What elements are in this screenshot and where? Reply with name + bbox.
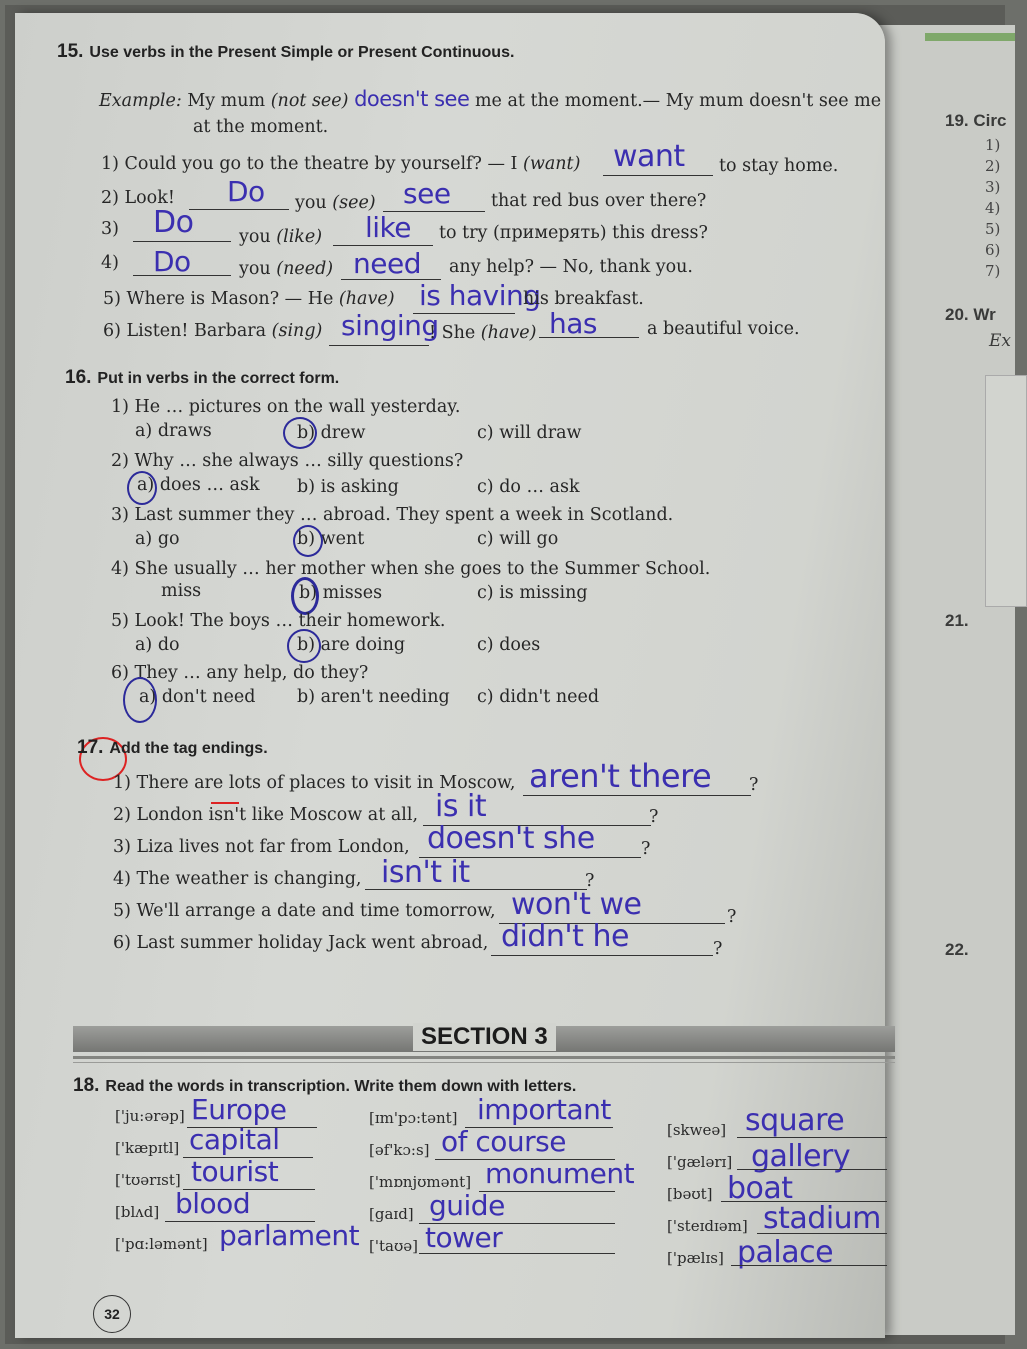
handwritten-answer: is it — [435, 789, 487, 824]
ex16-heading — [65, 367, 339, 389]
handwritten-answer: didn't he — [501, 919, 629, 954]
transcription: ['gælərɪ] — [667, 1153, 733, 1171]
handwritten-answer: want — [613, 139, 685, 174]
answer-line — [523, 795, 751, 796]
handwritten-answer: isn't it — [381, 855, 470, 890]
handwritten-answer: aren't there — [529, 757, 712, 795]
question-mark: ? — [641, 839, 651, 859]
question-mark: ? — [585, 871, 595, 891]
item-text-post: his breakfast. — [523, 289, 644, 309]
item-text: you — [239, 259, 271, 279]
option-b: b) drew — [297, 423, 366, 443]
section-title: SECTION 3 — [413, 1023, 556, 1051]
handwritten-answer: gallery — [751, 1139, 851, 1174]
handwritten-answer: of course — [441, 1125, 566, 1158]
ex16-number: 16. — [65, 367, 92, 388]
green-tab — [925, 33, 1015, 41]
option-a: miss — [161, 581, 202, 601]
handwritten-answer: important — [477, 1093, 611, 1126]
item-verb: (like) — [276, 227, 323, 247]
ex15-example — [99, 87, 881, 111]
handwritten-answer: has — [549, 307, 597, 340]
facing-item: 7) — [985, 262, 1001, 280]
option-c: c) will go — [477, 529, 559, 549]
handwritten-answer: monument — [485, 1157, 635, 1190]
answer-line — [329, 345, 429, 346]
option-a: a) draws — [135, 421, 212, 441]
answer-line — [133, 241, 231, 242]
ex15-item-6 — [103, 321, 322, 341]
example-answer: doesn't see — [354, 87, 470, 111]
item-mid — [295, 193, 376, 213]
option-c: c) do … ask — [477, 477, 580, 497]
ex16-question: 6) They … any help, do they? — [111, 663, 369, 683]
facing-item: 4) — [985, 199, 1001, 217]
option-a: a) don't need — [139, 687, 256, 707]
handwritten-answer: Do — [153, 245, 191, 278]
example-text-a: My mum — [187, 91, 266, 111]
handwritten-answer: Europe — [191, 1093, 287, 1126]
item-text-post: any help? — No, thank you. — [449, 257, 693, 277]
question-mark: ? — [713, 939, 723, 959]
option-c: c) didn't need — [477, 687, 600, 707]
answer-line — [189, 209, 289, 210]
ex16-title: Put in verbs in the correct form. — [97, 370, 340, 387]
transcription: [skweə] — [667, 1121, 727, 1139]
option-b: b) misses — [299, 583, 383, 603]
ex17-heading — [77, 737, 268, 759]
option-a: a) go — [135, 529, 180, 549]
item-verb: (have) — [338, 289, 395, 309]
handwritten-answer: need — [353, 247, 421, 280]
answer-line — [737, 1137, 887, 1138]
question-mark: ? — [649, 807, 659, 827]
transcription: [bəʊt] — [667, 1185, 713, 1203]
option-b: b) is asking — [297, 477, 399, 497]
ex17-question: 1) There are lots of places to visit in Moscow, — [113, 773, 516, 793]
example-label: Example: — [99, 91, 182, 111]
workbook-page — [15, 13, 885, 1338]
ex17-question: 5) We'll arrange a date and time tomorrow, — [113, 901, 496, 921]
handwritten-answer: Do — [153, 205, 194, 240]
facing-ex20-sub: Ex — [989, 331, 1011, 351]
ex16-question: 1) He … pictures on the wall yesterday. — [111, 397, 461, 417]
transcription: ['kæpɪtl] — [115, 1139, 180, 1157]
answer-circle — [293, 525, 323, 557]
facing-page — [875, 25, 1015, 1335]
item-text: you — [295, 193, 327, 213]
question-mark: ? — [727, 907, 737, 927]
item-mid — [239, 259, 333, 279]
handwritten-answer: tourist — [191, 1155, 279, 1188]
option-c: c) is missing — [477, 583, 588, 603]
item-text: ! She — [429, 323, 476, 343]
option-b: b) went — [297, 529, 365, 549]
handwritten-answer: square — [745, 1103, 845, 1138]
item-verb: (want) — [523, 154, 581, 174]
transcription: ['pɑ:ləmənt] — [115, 1235, 208, 1253]
option-a: a) do — [135, 635, 180, 655]
handwritten-answer: capital — [189, 1123, 280, 1156]
answer-line — [491, 955, 713, 956]
transcription: ['ju:ərəp] — [115, 1107, 185, 1125]
transcription: ['mɒnjʊmənt] — [369, 1173, 472, 1191]
ex17-number: 17. — [77, 737, 104, 758]
facing-ex22-heading: 22. — [945, 940, 969, 959]
handwritten-answer: stadium — [763, 1201, 881, 1236]
transcription: ['taʊə] — [369, 1237, 418, 1255]
handwritten-answer: singing — [341, 309, 439, 342]
item-text: 6) Listen! Barbara — [103, 321, 267, 341]
question-mark: ? — [749, 775, 759, 795]
facing-ex21-heading: 21. — [945, 611, 969, 630]
transcription: ['tʊərɪst] — [115, 1171, 181, 1189]
facing-ex20-heading: 20. Wr — [945, 305, 996, 324]
ex17-question: 6) Last summer holiday Jack went abroad, — [113, 933, 489, 953]
ex16-question: 4) She usually … her mother when she goes to the Summer School. — [111, 559, 711, 579]
handwritten-answer: is having — [419, 279, 541, 312]
ex15-item-5 — [103, 289, 395, 309]
option-b: b) aren't needing — [297, 687, 450, 707]
ex15-title: Use verbs in the Present Simple or Present Continuous. — [89, 44, 515, 61]
option-b: b) are doing — [297, 635, 406, 655]
item-text: you — [239, 227, 271, 247]
transcription: [gaɪd] — [369, 1205, 414, 1223]
answer-circle — [127, 471, 157, 505]
item-verb: (have) — [480, 323, 537, 343]
ex15-heading — [57, 41, 514, 63]
facing-item: 2) — [985, 157, 1001, 175]
ex18-title: Read the words in transcription. Write them down with letters. — [105, 1078, 577, 1095]
ex17-question: 2) London isn't like Moscow at all, — [113, 805, 419, 825]
section-rule — [73, 1062, 895, 1063]
item-mid — [239, 227, 322, 247]
transcription: [əf'kɔ:s] — [369, 1141, 430, 1159]
transcription: [blʌd] — [115, 1203, 160, 1221]
item-text: 5) Where is Mason? — He — [103, 289, 334, 309]
ex15-number: 15. — [57, 41, 84, 62]
example-verb: (not see) — [270, 91, 349, 111]
ex17-question: 3) Liza lives not far from London, — [113, 837, 410, 857]
item-text-post: that red bus over there? — [491, 191, 707, 211]
item-verb: (see) — [332, 193, 376, 213]
item-mid — [429, 323, 536, 343]
handwritten-answer: tower — [425, 1221, 503, 1254]
item-text-post: to stay home. — [719, 156, 839, 176]
answer-line — [603, 175, 713, 176]
answer-line — [419, 1253, 615, 1254]
ex18-number: 18. — [73, 1075, 100, 1096]
option-c: c) will draw — [477, 423, 582, 443]
handwritten-answer: guide — [429, 1189, 505, 1222]
facing-ex19-items — [985, 135, 1000, 282]
answer-line — [757, 1233, 887, 1234]
transcription: [ɪm'pɔ:tənt] — [369, 1109, 458, 1127]
ex17-title: Add the tag endings. — [109, 740, 268, 757]
page-number: 32 — [93, 1295, 131, 1333]
example-text-c: at the moment. — [193, 117, 329, 137]
photo-frame — [5, 5, 1011, 1344]
handwritten-answer: Do — [227, 175, 265, 208]
handwritten-answer: see — [403, 177, 451, 210]
facing-box — [985, 375, 1027, 607]
ex15-item-4: 4) — [101, 253, 119, 273]
item-verb: (need) — [276, 259, 334, 279]
answer-circle — [283, 417, 317, 449]
item-verb: (sing) — [271, 321, 323, 341]
handwritten-answer: palace — [737, 1235, 834, 1270]
facing-item: 6) — [985, 241, 1001, 259]
answer-circle — [287, 629, 321, 663]
ex16-question: 3) Last summer they … abroad. They spent a week in Scotland. — [111, 505, 674, 525]
ex15-item-1 — [101, 154, 580, 174]
item-text: 1) Could you go to the theatre by yourself? — I — [101, 154, 518, 174]
answer-line — [737, 1169, 887, 1170]
item-text-post: a beautiful voice. — [647, 319, 800, 339]
transcription: ['pælɪs] — [667, 1249, 724, 1267]
ex16-question: 2) Why … she always … silly questions? — [111, 451, 464, 471]
handwritten-answer: won't we — [511, 887, 642, 922]
handwritten-answer: like — [365, 211, 412, 244]
answer-circle — [123, 677, 157, 723]
facing-item: 5) — [985, 220, 1001, 238]
transcription: ['steɪdɪəm] — [667, 1217, 748, 1235]
ex17-question: 4) The weather is changing, — [113, 869, 362, 889]
answer-line — [333, 245, 433, 246]
ex16-question: 5) Look! The boys … their homework. — [111, 611, 446, 631]
ex15-item-2: 2) Look! — [101, 188, 175, 208]
facing-ex19-heading: 19. Circ — [945, 111, 1007, 130]
handwritten-answer: boat — [727, 1171, 793, 1206]
handwritten-answer: parlament — [219, 1219, 360, 1252]
answer-circle — [291, 577, 319, 615]
section-rule — [73, 1056, 895, 1059]
example-text-b: me at the moment.— My mum doesn't see me — [474, 91, 882, 111]
option-a: a) does … ask — [137, 475, 260, 495]
ex15-item-3: 3) — [101, 219, 119, 239]
facing-item: 3) — [985, 178, 1001, 196]
option-c: c) does — [477, 635, 541, 655]
handwritten-answer: blood — [175, 1187, 251, 1220]
answer-line — [731, 1265, 887, 1266]
facing-item: 1) — [985, 136, 1001, 154]
item-text-post: to try (примерять) this dress? — [439, 223, 708, 243]
red-underline — [211, 802, 239, 804]
handwritten-answer: doesn't she — [427, 821, 595, 856]
